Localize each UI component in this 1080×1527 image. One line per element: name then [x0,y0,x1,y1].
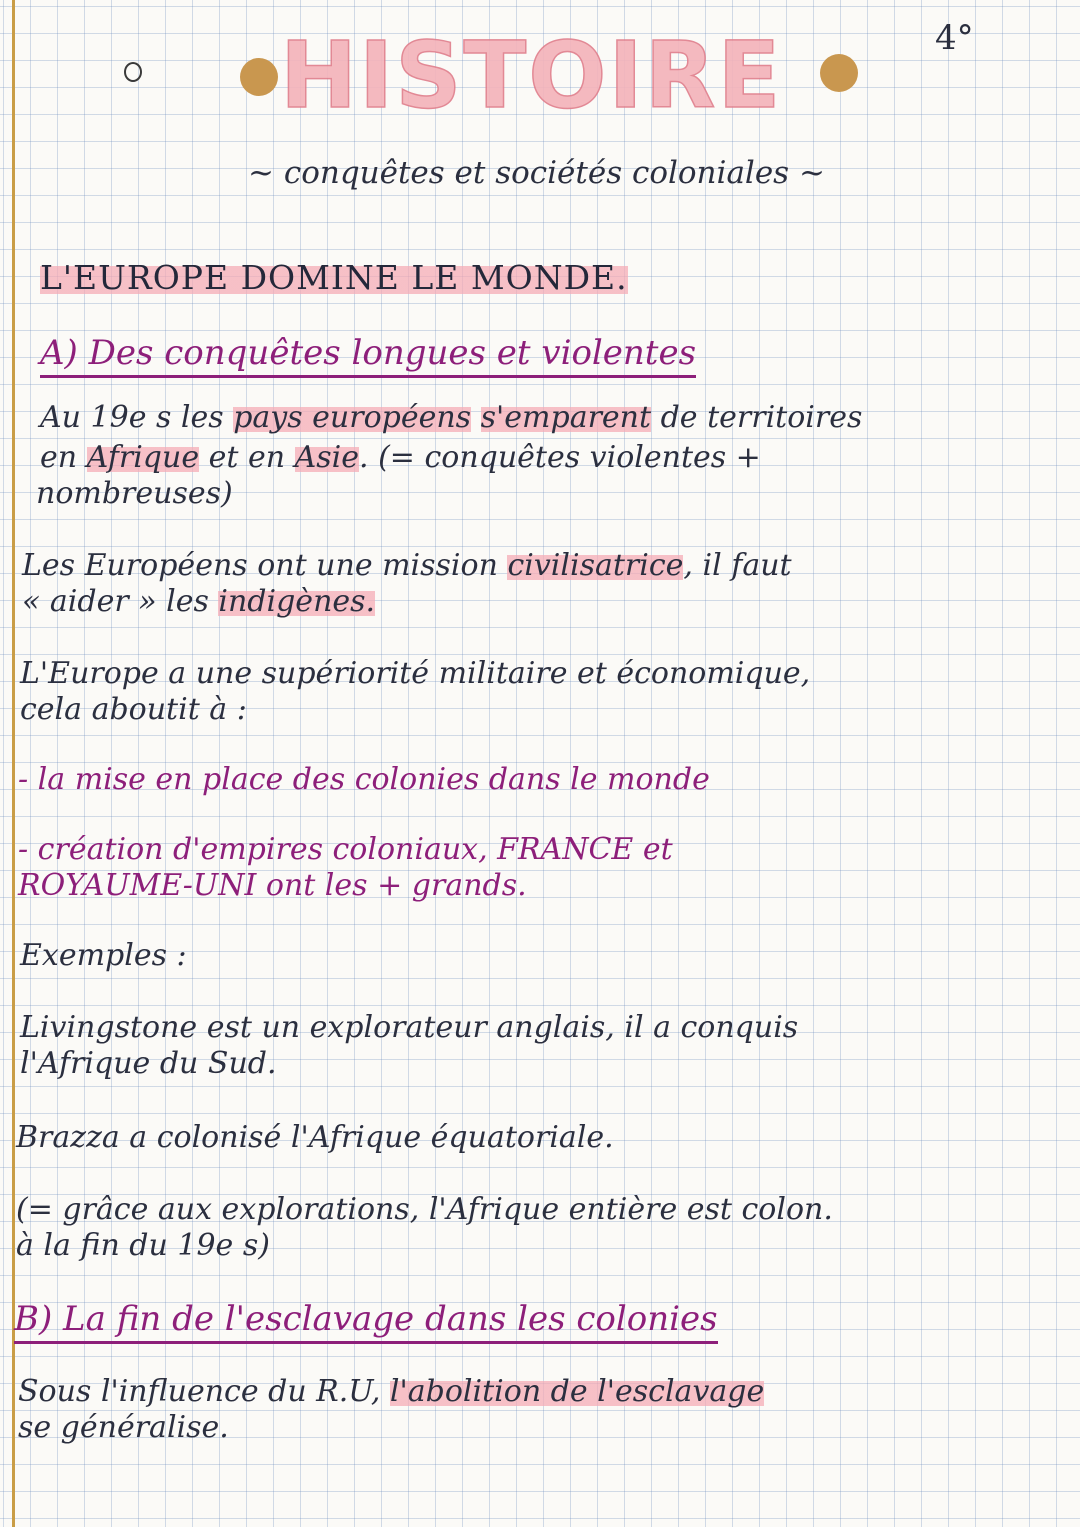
heading-part-b: B) La fin de l'esclavage dans les colonies [14,1299,718,1344]
gold-dot-right [820,54,858,92]
part-a-p1-line1: Au 19e s les pays européens s'emparent de territoires [40,400,863,435]
list-item-colonies: - la mise en place des colonies dans le monde [18,762,710,797]
example-livingstone-line1: Livingstone est un explorateur anglais, il a conquis [20,1010,799,1045]
gold-dot-left [240,58,278,96]
example-explorations-line1: (= grâce aux explorations, l'Afrique entière est colon. [16,1192,833,1227]
examples-label: Exemples : [20,938,187,973]
list-item-empires-line1: - création d'empires coloniaux, FRANCE et [18,832,673,867]
heading-part-a: A) Des conquêtes longues et violentes [40,333,696,378]
part-b-p1-line2: se généralise. [18,1410,229,1445]
part-a-p1-line2: en Afrique et en Asie. (= conquêtes violentes + [40,440,761,475]
example-explorations-line2: à la fin du 19e s) [16,1228,270,1263]
list-item-empires-line2: ROYAUME-UNI ont les + grands. [18,868,527,903]
section-title [40,258,628,297]
part-a-p2-line1: Les Européens ont une mission civilisatrice, il faut [22,548,792,583]
example-livingstone-line2: l'Afrique du Sud. [20,1046,277,1081]
page-title: HISTOIRE [280,22,783,129]
part-a-p3-line2: cela aboutit à : [20,692,247,727]
notebook-margin-line [12,0,15,1527]
part-a-p3-line1: L'Europe a une supériorité militaire et économique, [20,656,811,691]
section-title-text: L'EUROPE DOMINE LE MONDE. [40,258,628,297]
small-circle-doodle [124,62,142,82]
part-a-p2-line2: « aider » les indigènes. [22,584,376,619]
part-b-p1-line1: Sous l'influence du R.U, l'abolition de l'esclavage [18,1374,765,1409]
grade-label: 4° [935,18,974,58]
example-brazza: Brazza a colonisé l'Afrique équatoriale. [16,1120,614,1155]
part-a-p1-line3: nombreuses) [36,476,233,511]
page-subtitle: ~ conquêtes et sociétés coloniales ~ [248,155,825,191]
